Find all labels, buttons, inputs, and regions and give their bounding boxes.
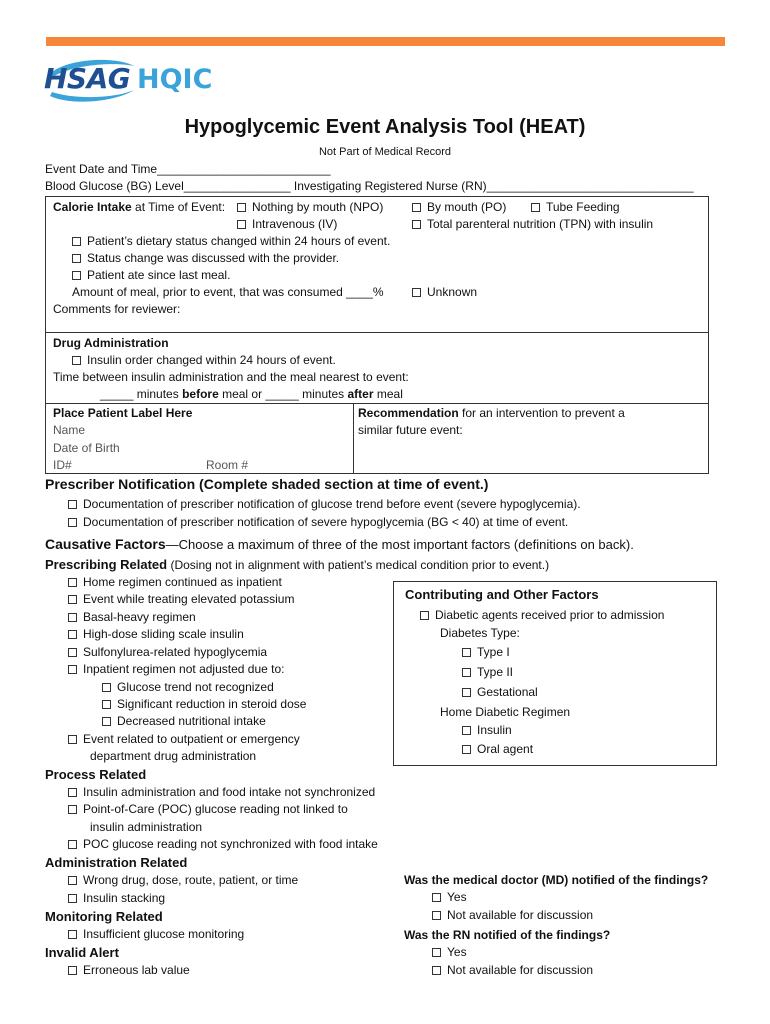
checkbox[interactable] — [462, 648, 471, 657]
checkbox[interactable] — [432, 966, 441, 975]
prescribing-heading: Prescribing Related (Dosing not in alignment with patient’s medical condition prior to event.) — [45, 557, 550, 572]
factor-diabetic-agents[interactable]: Diabetic agents received prior to admission — [420, 608, 664, 622]
divider — [45, 403, 709, 404]
meal-amount-field[interactable]: Amount of meal, prior to event, that was consumed ____% — [72, 285, 384, 299]
drug-admin-heading: Drug Administration — [53, 336, 169, 350]
checkbox[interactable] — [72, 271, 81, 280]
recommendation-line2: similar future event: — [358, 423, 463, 437]
patient-room-label: Room # — [206, 458, 249, 472]
factor-basal-heavy[interactable]: Basal-heavy regimen — [68, 610, 196, 624]
factor-poc-food[interactable]: POC glucose reading not synchronized with food intake — [68, 837, 378, 851]
factor-sulfonylurea[interactable]: Sulfonylurea-related hypoglycemia — [68, 645, 267, 659]
checkbox[interactable] — [68, 788, 77, 797]
checkbox[interactable] — [72, 356, 81, 365]
rn-yes-option[interactable]: Yes — [432, 945, 467, 959]
checkbox[interactable] — [462, 688, 471, 697]
patient-name-label: Name — [53, 423, 86, 437]
administration-heading: Administration Related — [45, 855, 188, 870]
factor-nutritional-intake[interactable]: Decreased nutritional intake — [102, 714, 266, 728]
event-date-label: Event Date and Time — [45, 162, 158, 176]
option-npo[interactable]: Nothing by mouth (NPO) — [237, 200, 383, 214]
page-title: Hypoglycemic Event Analysis Tool (HEAT) — [184, 116, 586, 138]
calorie-intake-label: Calorie Intake at Time of Event: — [53, 200, 226, 214]
rn-question: Was the RN notified of the findings? — [404, 928, 611, 942]
factor-sliding-scale[interactable]: High-dose sliding scale insulin — [68, 627, 244, 641]
checkbox[interactable] — [68, 894, 77, 903]
option-tpn[interactable]: Total parenteral nutrition (TPN) with insulin — [412, 217, 653, 231]
factor-insufficient-monitoring[interactable]: Insufficient glucose monitoring — [68, 927, 244, 941]
header-accent-bar — [46, 37, 725, 46]
checkbox[interactable] — [237, 220, 246, 229]
option-tube-feeding[interactable]: Tube Feeding — [531, 200, 620, 214]
checkbox[interactable] — [68, 595, 77, 604]
gestational-option[interactable]: Gestational — [462, 685, 538, 699]
checkbox[interactable] — [462, 726, 471, 735]
check-status-discussed[interactable]: Status change was discussed with the provider. — [72, 251, 339, 265]
factor-poc-not-linked[interactable]: Point-of-Care (POC) glucose reading not linked to — [68, 802, 348, 816]
prescriber-item-trend[interactable]: Documentation of prescriber notification of glucose trend before event (severe hypoglycemia). — [68, 497, 581, 511]
factor-steroid-dose[interactable]: Significant reduction in steroid dose — [102, 697, 306, 711]
event-date-field[interactable]: Event Date and Time__________________________ — [45, 162, 331, 176]
patient-dob-label: Date of Birth — [53, 441, 120, 455]
checkbox[interactable] — [462, 668, 471, 677]
process-heading: Process Related — [45, 767, 147, 782]
checkbox[interactable] — [68, 840, 77, 849]
checkbox[interactable] — [68, 613, 77, 622]
recommendation-label: Recommendation for an intervention to prevent a — [358, 406, 625, 420]
checkbox[interactable] — [68, 578, 77, 587]
factor-glucose-trend[interactable]: Glucose trend not recognized — [102, 680, 274, 694]
rn-na-option[interactable]: Not available for discussion — [432, 963, 593, 977]
checkbox[interactable] — [432, 911, 441, 920]
prescriber-item-severe[interactable]: Documentation of prescriber notification of severe hypoglycemia (BG < 40) at time of event. — [68, 515, 568, 529]
diabetes-type-label: Diabetes Type: — [440, 626, 520, 640]
time-between-label: Time between insulin administration and the meal nearest to event: — [53, 370, 409, 384]
factor-outpatient-line2: department drug administration — [90, 749, 257, 763]
checkbox[interactable] — [531, 203, 540, 212]
patient-id-label: ID# — [53, 458, 72, 472]
checkbox[interactable] — [68, 805, 77, 814]
check-diet-changed[interactable]: Patient’s dietary status changed within 24 hours of event. — [72, 234, 390, 248]
contributing-heading: Contributing and Other Factors — [405, 587, 599, 602]
checkbox[interactable] — [102, 717, 111, 726]
invalid-alert-heading: Invalid Alert — [45, 945, 119, 960]
checkbox[interactable] — [68, 648, 77, 657]
factor-poc-not-linked-line2: insulin administration — [90, 820, 203, 834]
check-insulin-order[interactable]: Insulin order changed within 24 hours of event. — [72, 353, 336, 367]
md-yes-option[interactable]: Yes — [432, 890, 467, 904]
bg-level-label: Blood Glucose (BG) Level — [45, 179, 184, 193]
oral-agent-option[interactable]: Oral agent — [462, 742, 533, 756]
prescriber-heading: Prescriber Notification (Complete shaded section at time of event.) — [45, 476, 489, 492]
comments-label: Comments for reviewer: — [53, 302, 181, 316]
factor-insulin-stacking[interactable]: Insulin stacking — [68, 891, 165, 905]
factor-potassium[interactable]: Event while treating elevated potassium — [68, 592, 294, 606]
factor-erroneous-lab[interactable]: Erroneous lab value — [68, 963, 190, 977]
checkbox[interactable] — [68, 500, 77, 509]
factor-outpatient[interactable]: Event related to outpatient or emergency — [68, 732, 300, 746]
checkbox[interactable] — [412, 288, 421, 297]
checkbox[interactable] — [68, 876, 77, 885]
check-patient-ate[interactable]: Patient ate since last meal. — [72, 268, 230, 282]
checkbox[interactable] — [420, 611, 429, 620]
patient-label-heading: Place Patient Label Here — [53, 406, 193, 420]
factor-home-regimen[interactable]: Home regimen continued as inpatient — [68, 575, 282, 589]
checkbox[interactable] — [462, 745, 471, 754]
rn-label: Investigating Registered Nurse (RN) — [293, 179, 487, 193]
checkbox[interactable] — [68, 930, 77, 939]
monitoring-heading: Monitoring Related — [45, 909, 163, 924]
checkbox[interactable] — [237, 203, 246, 212]
checkbox[interactable] — [68, 518, 77, 527]
divider — [353, 403, 354, 474]
checkbox[interactable] — [102, 683, 111, 692]
checkbox[interactable] — [72, 254, 81, 263]
factor-not-synchronized[interactable]: Insulin administration and food intake not synchronized — [68, 785, 375, 799]
checkbox[interactable] — [68, 665, 77, 674]
option-iv[interactable]: Intravenous (IV) — [237, 217, 337, 231]
md-na-option[interactable]: Not available for discussion — [432, 908, 593, 922]
checkbox[interactable] — [412, 220, 421, 229]
hqic-logo: HQIC — [137, 64, 213, 95]
checkbox[interactable] — [432, 893, 441, 902]
minutes-field[interactable]: _____ minutes before meal or _____ minutes after meal — [100, 387, 403, 401]
page-subtitle: Not Part of Medical Record — [318, 146, 452, 158]
causative-heading: Causative Factors—Choose a maximum of three of the most important factors (definitions on back). — [45, 536, 634, 552]
divider — [45, 332, 709, 333]
bg-level-field[interactable]: Blood Glucose (BG) Level________________ Investigating Registered Nurse (RN)_______________________________ — [45, 179, 694, 193]
checkbox[interactable] — [68, 966, 77, 975]
option-unknown[interactable]: Unknown — [412, 285, 477, 299]
checkbox[interactable] — [68, 630, 77, 639]
insulin-option[interactable]: Insulin — [462, 723, 512, 737]
home-regimen-label: Home Diabetic Regimen — [440, 705, 571, 719]
type-2-option[interactable]: Type II — [462, 665, 513, 679]
hsag-logo: HSAG — [44, 62, 131, 95]
checkbox[interactable] — [72, 237, 81, 246]
checkbox[interactable] — [432, 948, 441, 957]
checkbox[interactable] — [68, 735, 77, 744]
checkbox[interactable] — [102, 700, 111, 709]
md-question: Was the medical doctor (MD) notified of the findings? — [404, 873, 709, 887]
type-1-option[interactable]: Type I — [462, 645, 510, 659]
checkbox[interactable] — [412, 203, 421, 212]
option-po[interactable]: By mouth (PO) — [412, 200, 506, 214]
factor-inpatient-regimen[interactable]: Inpatient regimen not adjusted due to: — [68, 662, 284, 676]
factor-wrong-drug[interactable]: Wrong drug, dose, route, patient, or time — [68, 873, 298, 887]
